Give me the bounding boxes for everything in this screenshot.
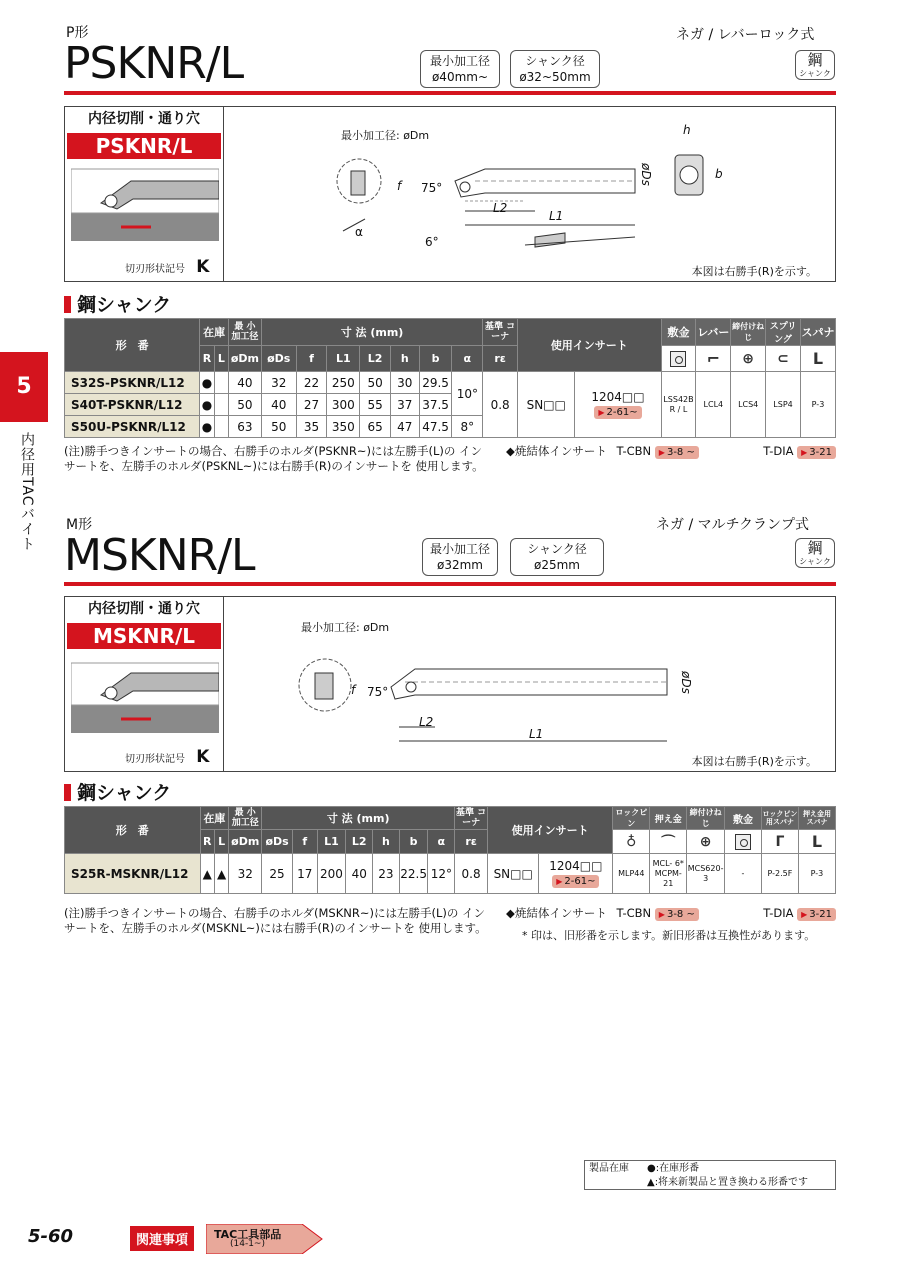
related-label: 関連事項: [130, 1226, 194, 1251]
sub-ds: øDs: [262, 830, 293, 854]
part-img-spring: [766, 346, 801, 372]
sub-l1: L1: [327, 346, 360, 372]
col-part-3: 敷金: [724, 807, 761, 830]
stock-l: [214, 394, 228, 416]
part-img-wrench: [800, 346, 835, 372]
sub-alpha: α: [452, 346, 483, 372]
angle-75: 75°: [421, 181, 443, 195]
part-shim: -: [724, 854, 761, 894]
col-part-0: 敷金: [661, 319, 696, 346]
diagram-box: [64, 106, 836, 282]
col-corner: 基準 コーナ: [456, 808, 487, 828]
insert-code: SN□□: [518, 372, 575, 438]
chapter-title: 内径用TACバイト: [19, 432, 35, 552]
material-badge: [795, 50, 835, 80]
parts-link-label: TAC工具部品: [214, 1228, 282, 1241]
col-part-0: ロックピン: [613, 807, 650, 830]
stock-r: ●: [200, 372, 214, 394]
spec-value: ø25mm: [534, 558, 580, 572]
insert-cell: [539, 854, 613, 894]
col-part-2: 締付けねじ: [687, 807, 725, 830]
sintered-row: [506, 444, 836, 459]
cell-corner: 0.8: [483, 372, 518, 438]
cell-l1: 200: [317, 854, 346, 894]
model-label: PSKNR/L: [67, 133, 221, 159]
cell-ds: 40: [261, 394, 296, 416]
title-rule: [64, 582, 836, 586]
spec-label: シャンク径: [525, 54, 585, 68]
col-part-1: 押え金: [650, 807, 687, 830]
application-illustration: [71, 163, 219, 243]
stock-r: ▲: [200, 854, 214, 894]
cell-l2: 55: [360, 394, 391, 416]
title-rule: [64, 91, 836, 95]
cell-ds: 50: [261, 416, 296, 438]
cell-dm: 32: [229, 854, 262, 894]
cell-ds: 25: [262, 854, 293, 894]
sub-f: f: [292, 830, 317, 854]
dim-l1: L1: [549, 209, 564, 223]
tcbn-label: T-CBN: [616, 444, 652, 458]
part-wrench: P-3: [798, 854, 835, 894]
stock-l: ▲: [214, 854, 228, 894]
dim-l2: L2: [419, 715, 434, 729]
cell-h: 30: [390, 372, 419, 394]
material-main: 鋼: [807, 51, 823, 69]
part-number: S32S-PSKNR/L12: [65, 372, 200, 394]
material-main: 鋼: [807, 539, 823, 557]
application-illustration: [71, 657, 219, 737]
tdia-link[interactable]: ▶ 3-21: [797, 446, 836, 459]
part-spring: LSP4: [766, 372, 801, 438]
cell-l2: 50: [360, 372, 391, 394]
col-part: 形 番: [65, 807, 201, 854]
col-insert: 使用インサート: [518, 319, 662, 372]
diagram-box: [64, 596, 836, 772]
screw-icon: ⊕: [699, 833, 712, 850]
page-number: 5-60: [28, 1226, 74, 1247]
spec-value: ø32mm: [437, 558, 483, 572]
stock-r: ●: [200, 416, 214, 438]
section-heading: [64, 290, 171, 317]
clamp-icon: ⌒: [661, 834, 676, 851]
dim-ds: øDs: [639, 163, 653, 186]
col-part-4: スパナ: [800, 319, 835, 346]
angle-6: 6°: [425, 235, 439, 249]
cell-alpha: 12°: [428, 854, 455, 894]
col-part-1: レバー: [696, 319, 731, 346]
part-shim: LSS42B R / L: [661, 372, 696, 438]
tcbn-label: T-CBN: [616, 906, 652, 920]
tdia-label: T-DIA: [763, 906, 794, 920]
cell-l1: 250: [327, 372, 360, 394]
spec-value: ø40mm~: [431, 70, 489, 84]
col-insert: 使用インサート: [488, 807, 613, 854]
diagram-caption: 本図は右勝手(R)を示す。: [691, 265, 817, 278]
min-dia-spec: [420, 50, 500, 88]
table-row: [65, 854, 836, 894]
shim-icon: [670, 351, 686, 367]
spring-icon: ⊂: [777, 350, 789, 367]
dim-l2: L2: [493, 201, 508, 215]
sub-f: f: [296, 346, 327, 372]
col-part-3: スプリング: [766, 319, 801, 346]
shape-code-row: [125, 257, 209, 277]
insert-code: SN□□: [488, 854, 539, 894]
col-min: 最 小 加工径: [229, 319, 262, 346]
pin-wrench-icon: Γ: [775, 833, 785, 850]
part-img-wrench: [798, 830, 835, 854]
col-part-5: 押え金用 スパナ: [798, 807, 835, 830]
part-pin-wrench: P-2.5F: [761, 854, 798, 894]
col-part-4: ロックピン 用スパナ: [761, 807, 798, 830]
part-wrench: P-3: [800, 372, 835, 438]
shape-code-row: [125, 747, 209, 767]
shape-code-label: 切刃形状記号: [125, 754, 185, 765]
cell-h: 23: [373, 854, 400, 894]
type-label: M形: [66, 517, 93, 533]
cell-l1: 350: [327, 416, 360, 438]
sub-ds: øDs: [261, 346, 296, 372]
col-dims: 寸 法 (mm): [262, 807, 455, 830]
material-badge: [795, 538, 835, 568]
tcbn-link[interactable]: ▶ 3-8 ~: [655, 908, 699, 921]
stock-l: [214, 372, 228, 394]
material-sub: シャンク: [799, 557, 831, 566]
sintered-row: [506, 906, 836, 921]
cell-ds: 32: [261, 372, 296, 394]
min-dia-spec: [422, 538, 498, 576]
stock-legend: [584, 1160, 836, 1190]
spec-value: ø32~50mm: [519, 70, 591, 84]
tdia-link[interactable]: ▶ 3-21: [797, 908, 836, 921]
shank-dia-spec: [510, 538, 604, 576]
dim-l1: L1: [529, 727, 544, 741]
part-screw: MCS620-3: [687, 854, 725, 894]
model-label: MSKNR/L: [67, 623, 221, 649]
part-number: S25R-MSKNR/L12: [65, 854, 201, 894]
col-dims: 寸 法 (mm): [261, 319, 482, 346]
sub-b: b: [399, 830, 428, 854]
cell-f: 35: [296, 416, 327, 438]
table-row: [65, 372, 836, 394]
type-label: P形: [66, 25, 89, 41]
col-corner: 基準 コーナ: [483, 319, 518, 346]
clamp-type: ネガ / マルチクランプ式: [656, 517, 810, 533]
page-title: MSKNR/L: [64, 530, 255, 581]
handedness-note: (注)勝手つきインサートの場合、右勝手のホルダ(MSKNR~)には左勝手(L)の インサートを、左勝手のホルダ(MSKNL~)には右勝手(R)のインサートを 使用します。: [64, 906, 487, 935]
insert-cell: [575, 372, 661, 438]
tcbn-link[interactable]: ▶ 3-8 ~: [655, 446, 699, 459]
dim-alpha: α: [355, 225, 363, 239]
sub-re: rε: [455, 830, 488, 854]
stock-l: [214, 416, 228, 438]
application-label: 内径切削・通り穴: [88, 601, 200, 617]
cell-b: 22.5: [399, 854, 428, 894]
sub-b: b: [419, 346, 452, 372]
part-img-shim: [661, 346, 696, 372]
sub-re: rε: [483, 346, 518, 372]
handedness-note: (注)勝手つきインサートの場合、右勝手のホルダ(PSKNR~)には左勝手(L)の インサートを、左勝手のホルダ(PSKNL~)には右勝手(R)のインサートを 使用します。: [64, 444, 484, 473]
part-img-lockpin: [613, 830, 650, 854]
sub-l2: L2: [360, 346, 391, 372]
shank-dia-spec: [510, 50, 600, 88]
dim-b: b: [715, 167, 723, 181]
sintered-label: ◆焼結体インサート: [506, 906, 607, 920]
parts-link-sub: (14-1~): [230, 1239, 265, 1249]
angle-75: 75°: [367, 685, 389, 699]
divider: [223, 107, 224, 281]
cell-corner: 0.8: [455, 854, 488, 894]
part-number: S40T-PSKNR/L12: [65, 394, 200, 416]
insert-page-link[interactable]: ▶ 2-61~: [594, 406, 641, 419]
cell-b: 37.5: [419, 394, 452, 416]
sub-l2: L2: [346, 830, 373, 854]
wrench-icon: L: [811, 832, 823, 851]
cell-h: 47: [390, 416, 419, 438]
insert-page-link[interactable]: ▶ 2-61~: [552, 875, 599, 888]
part-lever: LCL4: [696, 372, 731, 438]
col-part: 形 番: [65, 319, 200, 372]
section-heading: [64, 778, 171, 805]
section-heading-text: 鋼シャンク: [77, 294, 172, 316]
cell-dm: 50: [229, 394, 262, 416]
cell-h: 37: [390, 394, 419, 416]
chapter-tab: 5: [0, 352, 48, 422]
part-img-shim: [724, 830, 761, 854]
old-part-note: * 印は、旧形番を示します。新旧形番は互換性があります。: [522, 929, 816, 942]
divider: [223, 597, 224, 771]
col-stock: 在庫: [200, 319, 229, 346]
part-clamp: MCL- 6* MCPM-21: [650, 854, 687, 894]
sub-r: R: [200, 830, 214, 854]
cell-f: 22: [296, 372, 327, 394]
sub-l1: L1: [317, 830, 346, 854]
part-img-pinwrench: [761, 830, 798, 854]
min-dia-label: 最小加工径: øDm: [301, 621, 390, 634]
min-dia-label: 最小加工径: øDm: [341, 129, 430, 142]
legend-item: ▲:将来新製品と置き換わる形番です: [647, 1177, 809, 1188]
lockpin-icon: ♁: [626, 833, 637, 850]
cell-alpha: 10°: [452, 372, 483, 416]
cell-f: 27: [296, 394, 327, 416]
col-stock: 在庫: [200, 807, 229, 830]
stock-r: ●: [200, 394, 214, 416]
part-img-lever: [696, 346, 731, 372]
cell-dm: 63: [229, 416, 262, 438]
cell-alpha: 8°: [452, 416, 483, 438]
cell-b: 47.5: [419, 416, 452, 438]
shim-icon: [735, 834, 751, 850]
sub-dm: øDm: [229, 346, 262, 372]
wrench-icon: L: [812, 349, 824, 368]
insert-size: 1204□□: [591, 390, 645, 404]
cell-b: 29.5: [419, 372, 452, 394]
part-img-screw: [731, 346, 766, 372]
application-label: 内径切削・通り穴: [88, 111, 200, 127]
sub-h: h: [390, 346, 419, 372]
screw-icon: ⊕: [742, 350, 755, 367]
dim-h: h: [683, 123, 691, 137]
spec-label: シャンク径: [527, 542, 587, 556]
parts-link[interactable]: [206, 1224, 324, 1254]
cell-l2: 65: [360, 416, 391, 438]
legend-title: 製品在庫: [589, 1163, 629, 1174]
cell-l2: 40: [346, 854, 373, 894]
clamp-type: ネガ / レバーロック式: [676, 27, 815, 43]
spec-table: [64, 806, 836, 894]
cell-dm: 40: [229, 372, 262, 394]
tdia-label: T-DIA: [763, 444, 794, 458]
shape-code: K: [196, 257, 210, 277]
col-min: 最 小 加工径: [229, 807, 262, 830]
lever-icon: ⌐: [706, 349, 721, 368]
dim-ds: øDs: [679, 671, 693, 694]
cell-l1: 300: [327, 394, 360, 416]
spec-table: [64, 318, 836, 438]
diagram-caption: 本図は右勝手(R)を示す。: [691, 755, 817, 768]
section-heading-text: 鋼シャンク: [77, 782, 172, 804]
sub-h: h: [373, 830, 400, 854]
cell-f: 17: [292, 854, 317, 894]
shape-code: K: [196, 747, 210, 767]
sub-r: R: [200, 346, 214, 372]
spec-label: 最小加工径: [429, 542, 490, 556]
col-part-2: 締付けねじ: [731, 319, 766, 346]
part-lockpin: MLP44: [613, 854, 650, 894]
legend-item: ●:在庫形番: [647, 1163, 700, 1174]
part-img-clamp: [650, 830, 687, 854]
part-number: S50U-PSKNR/L12: [65, 416, 200, 438]
sub-l: L: [214, 830, 228, 854]
shape-code-label: 切刃形状記号: [125, 264, 185, 275]
sintered-label: ◆焼結体インサート: [506, 444, 607, 458]
part-screw: LCS4: [731, 372, 766, 438]
spec-label: 最小加工径: [429, 54, 490, 68]
shank-end-view: [669, 143, 709, 203]
sub-dm: øDm: [229, 830, 262, 854]
sub-l: L: [214, 346, 228, 372]
part-img-screw: [687, 830, 725, 854]
material-sub: シャンク: [799, 69, 831, 78]
sub-alpha: α: [428, 830, 455, 854]
dim-f: f: [351, 683, 356, 697]
dim-f: f: [397, 179, 402, 193]
page-title: PSKNR/L: [64, 38, 244, 89]
insert-size: 1204□□: [549, 859, 603, 873]
